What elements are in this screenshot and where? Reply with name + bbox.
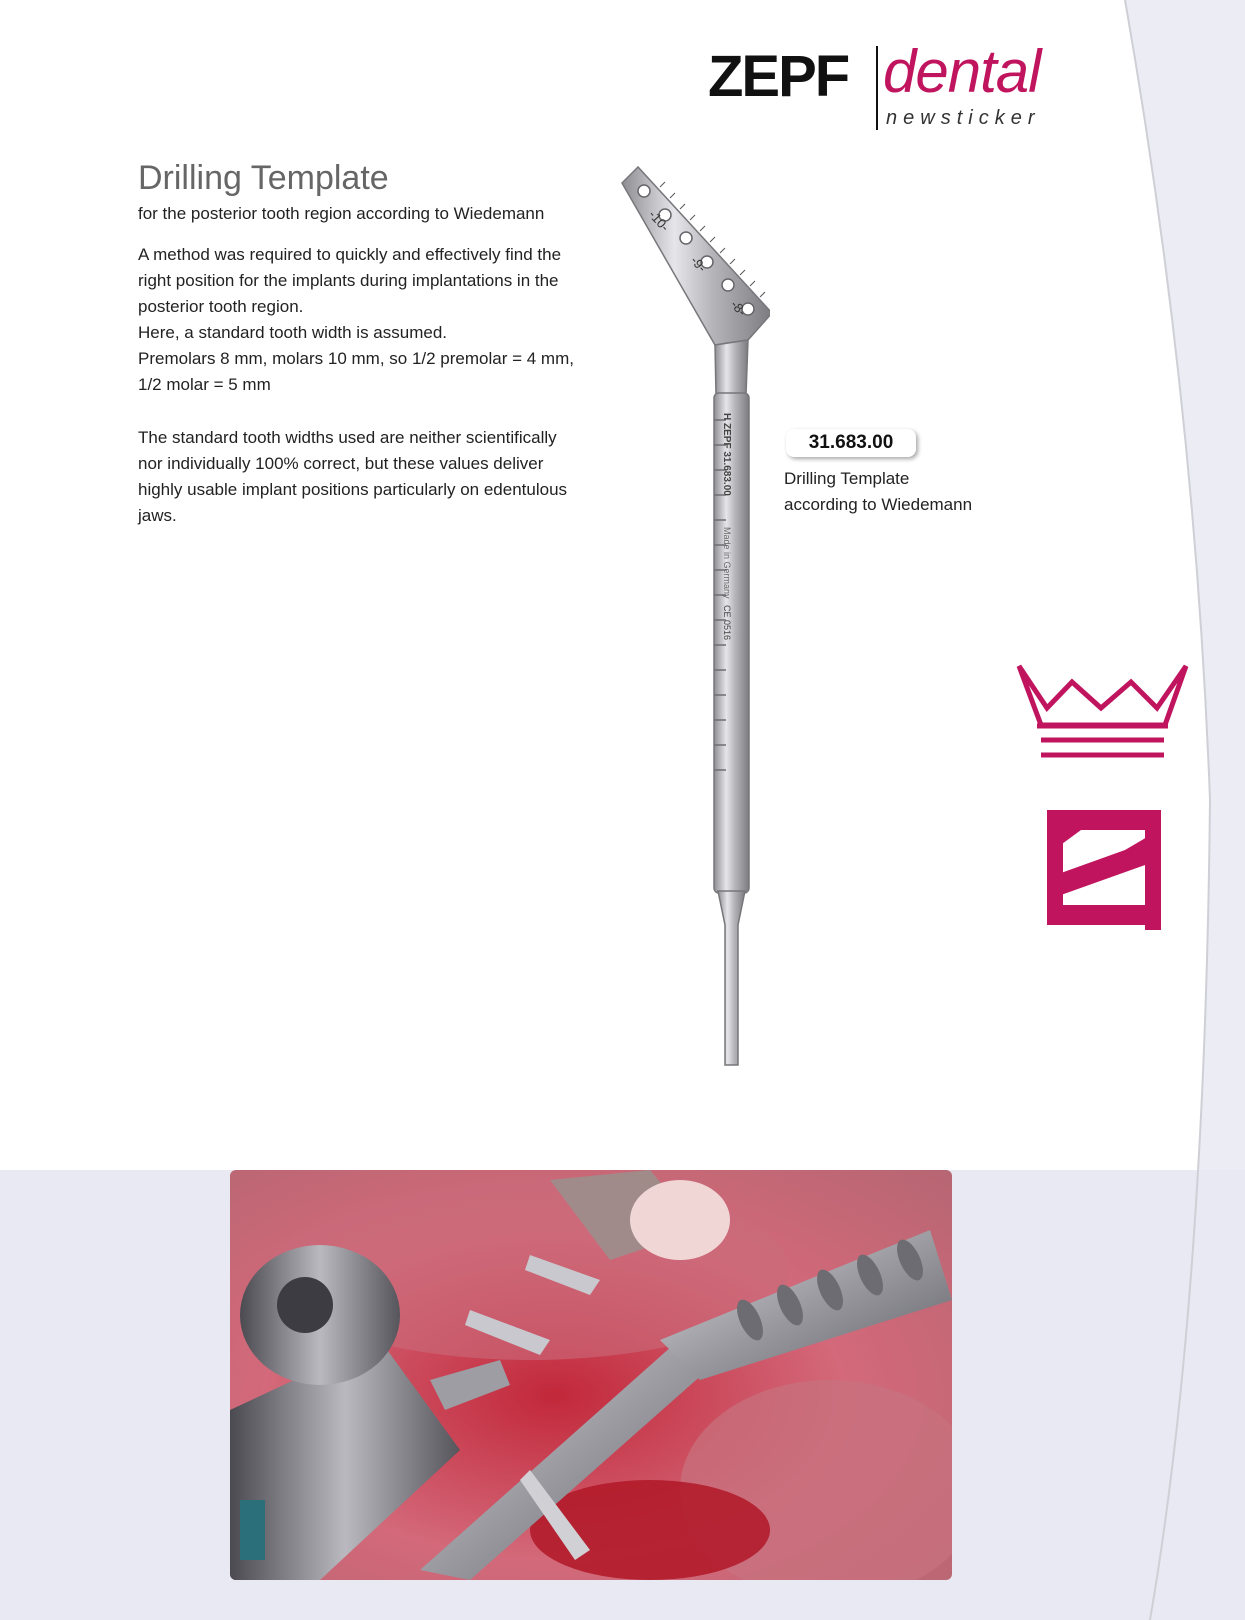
product-description (784, 466, 972, 518)
clinical-photo (230, 1170, 952, 1580)
text-line: The standard tooth widths used are neither scientifically (138, 428, 557, 447)
made-in-engraving: Made in Germany (722, 527, 732, 599)
logo-brand-script: dental (883, 38, 1041, 105)
text-line: Premolars 8 mm, molars 10 mm, so 1/2 premolar = 4 mm, (138, 349, 574, 368)
handle-engraving: H ZEPF 31.683.00 (721, 413, 732, 496)
description-paragraph-2 (138, 425, 618, 529)
logo-tagline: newsticker (886, 107, 1041, 129)
scale-mark-9: -9- (687, 252, 710, 275)
text-line: highly usable implant positions particularly on edentulous (138, 480, 568, 499)
text-line: posterior tooth region. (138, 297, 304, 316)
text-line: right position for the implants during implantations in the (138, 271, 559, 290)
zepf-dental-logo (708, 38, 1088, 136)
description-paragraph-1 (138, 242, 618, 398)
text-line: Here, a standard tooth width is assumed. (138, 323, 447, 342)
text-line: jaws. (138, 506, 177, 525)
ce-mark-engraving: CE 0516 (722, 605, 732, 641)
text-line: A method was required to quickly and effectively find the (138, 245, 562, 264)
logo-brand-bold: ZEPF (708, 44, 849, 109)
page-title: Drilling Template (138, 159, 389, 197)
text-line: 1/2 molar = 5 mm (138, 375, 271, 394)
page-subtitle: for the posterior tooth region according to Wiedemann (138, 204, 545, 223)
product-description-line: Drilling Template (784, 469, 910, 488)
drilling-template-instrument (620, 165, 770, 1070)
crown-monogram-icon (1015, 660, 1190, 930)
text-line: nor individually 100% correct, but these values deliver (138, 454, 544, 473)
logo-divider (876, 46, 878, 130)
scale-mark-10: -10- (645, 206, 673, 235)
article-number-badge: 31.683.00 (786, 429, 916, 457)
product-description-line: according to Wiedemann (784, 495, 973, 514)
scale-mark-8: -8- (727, 296, 750, 319)
